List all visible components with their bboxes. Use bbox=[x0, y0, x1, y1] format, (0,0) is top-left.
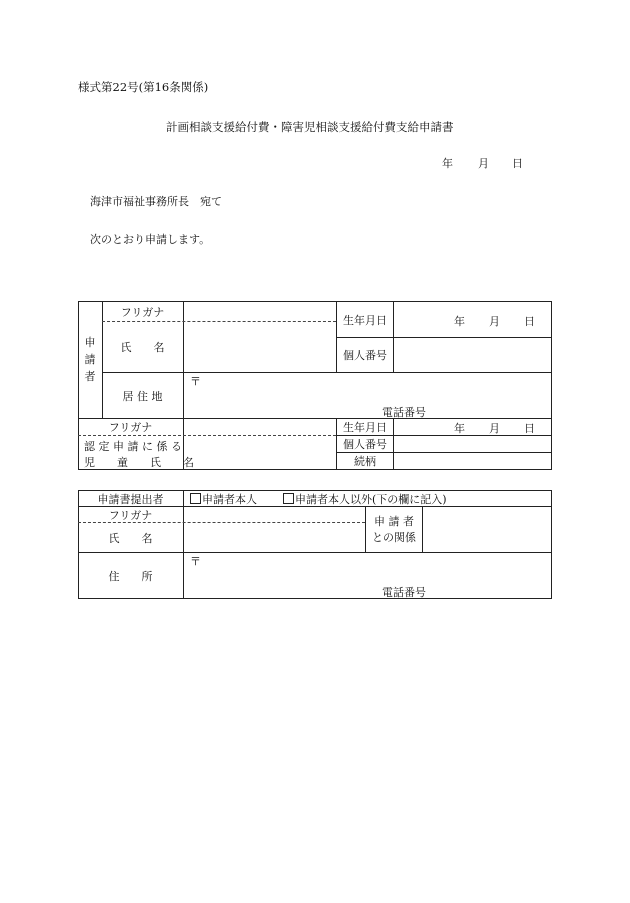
child-relation-label: 続柄 bbox=[354, 455, 376, 468]
applicant-mynumber-field[interactable] bbox=[394, 338, 551, 372]
child-mynumber-field[interactable] bbox=[394, 436, 551, 452]
option-self[interactable] bbox=[190, 491, 257, 506]
addressee: 海津市福祉事務所長 宛て bbox=[90, 195, 222, 208]
submitter-address-label: 住 所 bbox=[108, 569, 153, 583]
applicant-birth-year: 年 bbox=[454, 315, 465, 328]
submitter-relation-line2: との関係 bbox=[372, 530, 416, 544]
date-month-label: 月 bbox=[478, 157, 489, 170]
checkbox-other[interactable] bbox=[283, 493, 294, 504]
child-mynumber-label: 個人番号 bbox=[343, 438, 387, 451]
checkbox-self[interactable] bbox=[190, 493, 201, 504]
applicant-furigana-label: フリガナ bbox=[120, 305, 165, 319]
applicant-birth-day: 日 bbox=[524, 315, 535, 328]
child-birth-day: 日 bbox=[524, 422, 535, 435]
submitter-phone-label: 電話番号 bbox=[382, 586, 426, 599]
applicant-postal-mark: 〒 bbox=[190, 375, 201, 388]
applicant-side-char-2: 請 bbox=[84, 352, 96, 366]
child-label-line1: 認 定 申 請 に 係 る bbox=[84, 440, 182, 453]
child-relation-field[interactable] bbox=[394, 453, 551, 469]
child-birth-year: 年 bbox=[454, 422, 465, 435]
submitter-relation-line1: 申 請 者 bbox=[374, 514, 414, 528]
applicant-side-char-1: 申 bbox=[84, 335, 96, 349]
child-name-field[interactable] bbox=[184, 436, 336, 469]
form-title: 計画相談支援給付費・障害児相談支援給付費支給申請書 bbox=[166, 120, 454, 134]
date-year-label: 年 bbox=[442, 157, 453, 170]
child-label-line2: 児 童 氏 名 bbox=[84, 456, 194, 469]
applicant-name-field[interactable] bbox=[184, 322, 336, 372]
child-furigana-label: フリガナ bbox=[108, 421, 153, 434]
form-number: 様式第22号(第16条関係) bbox=[78, 80, 209, 94]
applicant-name-label: 氏 名 bbox=[120, 341, 165, 354]
applicant-mynumber-label: 個人番号 bbox=[343, 349, 387, 362]
submitter-furigana-label: フリガナ bbox=[108, 508, 153, 522]
child-furigana-field[interactable] bbox=[184, 419, 336, 435]
submitter-postal-mark: 〒 bbox=[190, 555, 201, 568]
submitter-relation-field[interactable] bbox=[423, 507, 551, 552]
applicant-furigana-field[interactable] bbox=[184, 302, 336, 321]
submitter-furigana-field[interactable] bbox=[184, 507, 365, 522]
date-day-label: 日 bbox=[512, 157, 523, 170]
applicant-residence-label: 居 住 地 bbox=[122, 389, 163, 403]
applicant-birth-month: 月 bbox=[489, 315, 500, 328]
child-birthdate-label: 生年月日 bbox=[343, 421, 387, 434]
submitter-name-label: 氏 名 bbox=[108, 531, 153, 545]
child-birth-month: 月 bbox=[489, 422, 500, 435]
applicant-phone-label: 電話番号 bbox=[382, 406, 426, 419]
option-other-label: 申請者本人以外(下の欄に記入) bbox=[295, 492, 447, 506]
option-self-label: 申請者本人 bbox=[202, 492, 257, 506]
applicant-birthdate-label: 生年月日 bbox=[343, 313, 387, 327]
intro-text: 次のとおり申請します。 bbox=[90, 233, 211, 246]
applicant-side-char-3: 者 bbox=[84, 369, 96, 383]
submitter-header: 申請書提出者 bbox=[97, 492, 164, 506]
option-other[interactable] bbox=[283, 491, 447, 506]
submitter-name-field[interactable] bbox=[184, 523, 365, 552]
